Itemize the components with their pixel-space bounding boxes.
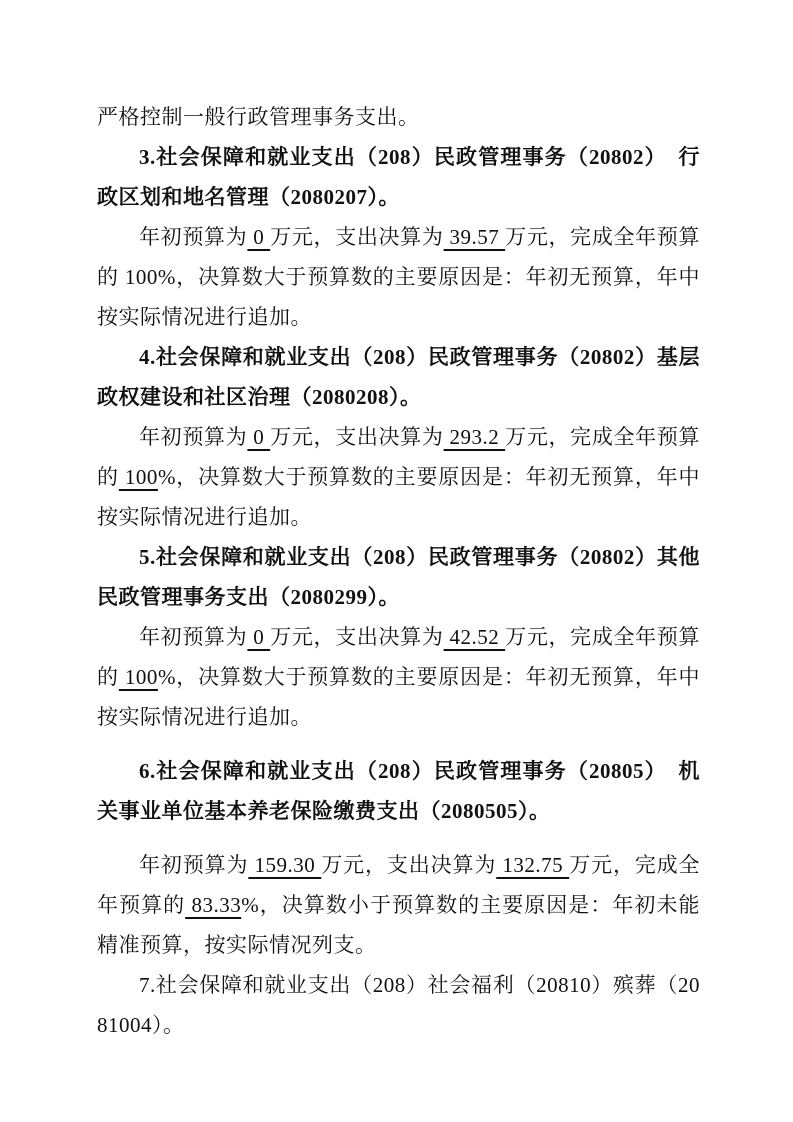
text-run: 年初预算为 xyxy=(139,853,249,877)
section-4-paragraph xyxy=(97,417,700,537)
text-run: 7.社会保障和就业支出（208）社会福利（20810）殡葬（2081004）。 xyxy=(97,973,700,1037)
section-6-heading xyxy=(97,751,700,831)
text-run: %，决算数大于预算数的主要原因是：年初无预算，年中按实际情况进行追加。 xyxy=(97,665,701,729)
text-run: 年初预算为 xyxy=(139,625,248,649)
text-run: 3.社会保障和就业支出（208）民政管理事务（20802） 行政区划和地名管理（2080207）。 xyxy=(97,145,700,209)
section-3-paragraph xyxy=(97,217,700,337)
section-4-heading xyxy=(97,337,700,417)
section-5-heading xyxy=(97,537,700,617)
underlined-value: 0 xyxy=(247,225,271,249)
text-run: 5.社会保障和就业支出（208）民政管理事务（20802）其他民政管理事务支出（2080299）。 xyxy=(97,545,700,609)
underlined-value: 83.33 xyxy=(185,893,242,917)
text-run: 万元，支出决算为 xyxy=(270,425,444,449)
underlined-value: 100 xyxy=(118,665,158,689)
text-run: %，决算数大于预算数的主要原因是：年初无预算，年中按实际情况进行追加。 xyxy=(97,465,701,529)
text-run: 万元，完成全年预算的 xyxy=(97,853,701,917)
text-run: 严格控制一般行政管理事务支出。 xyxy=(97,105,420,129)
text-run: 万元，支出决算为 xyxy=(270,225,444,249)
underlined-value: 293.2 xyxy=(443,425,506,449)
section-3-heading xyxy=(97,137,700,217)
text-run: 万元，完成全年预算的 100%，决算数大于预算数的主要原因是：年初无预算，年中按实际情况进行追加。 xyxy=(97,225,701,329)
text-run: 6.社会保障和就业支出（208）民政管理事务（20805） 机关事业单位基本养老保险缴费支出（2080505）。 xyxy=(97,759,700,823)
text-run: 万元，完成全年预算的 xyxy=(97,425,701,489)
section-7-heading xyxy=(97,965,700,1045)
underlined-value: 39.57 xyxy=(443,225,506,249)
underlined-value: 100 xyxy=(118,465,158,489)
text-run: %，决算数小于预算数的主要原因是：年初未能精准预算，按实际情况列支。 xyxy=(97,893,701,957)
section-6-paragraph xyxy=(97,845,700,965)
document-content xyxy=(97,97,700,1045)
underlined-value: 0 xyxy=(247,625,271,649)
text-run: 年初预算为 xyxy=(139,425,248,449)
underlined-value: 132.75 xyxy=(496,853,570,877)
underlined-value: 159.30 xyxy=(248,853,322,877)
text-run: 万元，完成全年预算的 xyxy=(97,625,701,689)
underlined-value: 0 xyxy=(247,425,271,449)
section-5-paragraph xyxy=(97,617,700,737)
paragraph-continuation xyxy=(97,97,700,137)
text-run: 年初预算为 xyxy=(139,225,248,249)
text-run: 万元，支出决算为 xyxy=(270,625,444,649)
text-run: 万元，支出决算为 xyxy=(321,853,497,877)
text-run: 4.社会保障和就业支出（208）民政管理事务（20802）基层政权建设和社区治理（2080208）。 xyxy=(97,345,700,409)
underlined-value: 42.52 xyxy=(443,625,506,649)
